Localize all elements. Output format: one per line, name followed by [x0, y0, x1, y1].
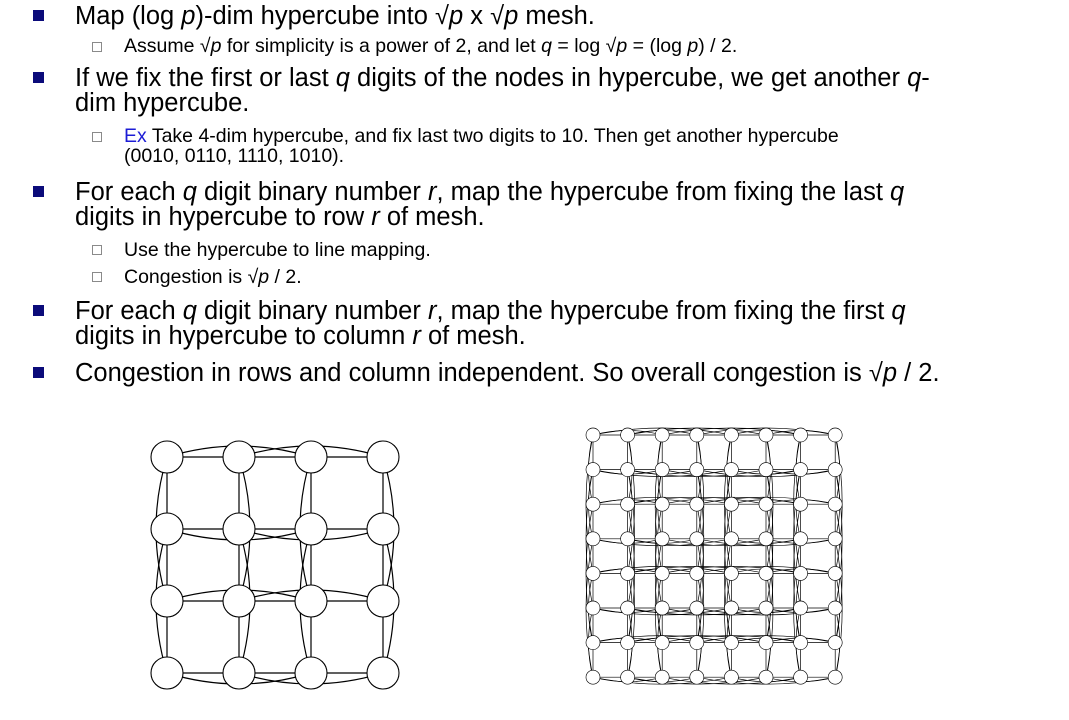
- mesh-node: [223, 657, 255, 689]
- bullet-marker: [33, 10, 44, 21]
- mesh-node: [794, 601, 808, 615]
- mesh-node: [759, 601, 773, 615]
- mesh-node: [794, 532, 808, 546]
- mesh-node: [655, 636, 669, 650]
- mesh-node: [724, 566, 738, 580]
- mesh-node: [586, 636, 600, 650]
- mesh-node: [690, 636, 704, 650]
- bullet-text-line: [75, 91, 249, 116]
- bullet-text-line: [75, 361, 940, 386]
- mesh-node: [367, 585, 399, 617]
- bullet-text-line: [124, 268, 302, 287]
- mesh-node: [621, 497, 635, 511]
- text-span: Take 4-dim hypercube, and fix last two digits to 10. Then get another hypercube: [146, 125, 839, 147]
- text-span: For each: [75, 297, 183, 325]
- mesh-node: [794, 463, 808, 477]
- mesh-node: [828, 601, 842, 615]
- mesh-node: [586, 670, 600, 684]
- text-span: p: [210, 35, 222, 57]
- bullet-text-line: [124, 241, 431, 260]
- text-span: Map (log: [75, 2, 182, 30]
- bullet-marker: [33, 367, 44, 378]
- text-span: q: [182, 178, 197, 206]
- bullet-marker: [33, 72, 44, 83]
- bullet-marker: [33, 186, 44, 197]
- text-span: of mesh.: [420, 322, 526, 350]
- mesh-node: [690, 428, 704, 442]
- mesh-node: [295, 657, 327, 689]
- mesh-node: [586, 497, 600, 511]
- mesh-node: [655, 463, 669, 477]
- mesh-node: [295, 513, 327, 545]
- small-mesh-diagram: [135, 432, 405, 697]
- mesh-node: [794, 566, 808, 580]
- text-span: = log √: [552, 35, 617, 57]
- mesh-node: [828, 636, 842, 650]
- mesh-node: [151, 441, 183, 473]
- bullet-text-line: [75, 324, 526, 349]
- text-span: ) / 2.: [698, 35, 738, 57]
- mesh-node: [828, 463, 842, 477]
- mesh-node: [690, 670, 704, 684]
- mesh-node: [655, 532, 669, 546]
- bullet-text-line: [75, 299, 906, 324]
- mesh-nodes: [151, 441, 399, 689]
- mesh-node: [586, 428, 600, 442]
- text-span: / 2.: [897, 359, 940, 387]
- text-span: p: [258, 266, 270, 288]
- mesh-node: [621, 636, 635, 650]
- text-span: p: [504, 2, 519, 30]
- bullet-text-line: [75, 180, 904, 205]
- bullet-text-line: [75, 66, 930, 91]
- mesh-node: [621, 566, 635, 580]
- mesh-node: [724, 463, 738, 477]
- bullet-marker: [92, 272, 102, 282]
- bullet-text-line: [75, 205, 485, 230]
- text-span: , map the hypercube from fixing the last: [436, 178, 891, 206]
- mesh-node: [151, 585, 183, 617]
- mesh-node: [621, 463, 635, 477]
- mesh-node: [295, 441, 327, 473]
- text-span: digits of the nodes in hypercube, we get another: [349, 64, 908, 92]
- mesh-node: [759, 636, 773, 650]
- text-span: digits in hypercube to row: [75, 203, 372, 231]
- mesh-node: [295, 585, 327, 617]
- text-span: )-dim hypercube into √: [195, 2, 450, 30]
- text-span: q: [335, 64, 350, 92]
- mesh-node: [724, 601, 738, 615]
- text-span: r: [412, 322, 421, 350]
- mesh-node: [655, 601, 669, 615]
- mesh-node: [223, 585, 255, 617]
- mesh-node: [690, 497, 704, 511]
- mesh-node: [759, 428, 773, 442]
- mesh-node: [690, 532, 704, 546]
- text-span: digit binary number: [196, 178, 428, 206]
- mesh-node: [759, 463, 773, 477]
- text-span: q: [890, 178, 905, 206]
- mesh-node: [586, 566, 600, 580]
- text-span: digits in hypercube to column: [75, 322, 413, 350]
- mesh-node: [724, 532, 738, 546]
- text-span: q: [182, 297, 197, 325]
- large-mesh-diagram: [573, 418, 858, 698]
- mesh-node: [724, 428, 738, 442]
- text-span: p: [449, 2, 464, 30]
- mesh-node: [655, 428, 669, 442]
- bullet-marker: [92, 245, 102, 255]
- mesh-node: [655, 670, 669, 684]
- mesh-node: [223, 441, 255, 473]
- text-span: for simplicity is a power of 2, and let: [221, 35, 542, 57]
- text-span: r: [427, 297, 437, 325]
- text-span: Use the hypercube to line mapping.: [124, 239, 431, 261]
- mesh-node: [621, 601, 635, 615]
- mesh-node: [828, 566, 842, 580]
- mesh-node: [724, 670, 738, 684]
- text-span: / 2.: [269, 266, 302, 288]
- text-span: r: [427, 178, 437, 206]
- bullet-marker: [92, 132, 102, 142]
- mesh-node: [655, 497, 669, 511]
- mesh-node: [690, 566, 704, 580]
- mesh-node: [367, 513, 399, 545]
- text-span: of mesh.: [379, 203, 485, 231]
- mesh-node: [367, 657, 399, 689]
- mesh-node: [828, 532, 842, 546]
- mesh-node: [367, 441, 399, 473]
- mesh-node: [621, 532, 635, 546]
- text-span: x √: [463, 2, 505, 30]
- mesh-node: [794, 636, 808, 650]
- text-span: q: [907, 64, 922, 92]
- text-span: Assume √: [124, 35, 211, 57]
- mesh-node: [828, 670, 842, 684]
- mesh-node: [586, 463, 600, 477]
- bullet-text-line: [124, 37, 737, 56]
- mesh-node: [655, 566, 669, 580]
- mesh-node: [794, 670, 808, 684]
- text-span: Congestion in rows and column independent. So overall congestion is √: [75, 359, 883, 387]
- text-span: mesh.: [518, 2, 595, 30]
- text-span: If we fix the first or last: [75, 64, 336, 92]
- mesh-node: [690, 601, 704, 615]
- mesh-node: [794, 428, 808, 442]
- mesh-node: [759, 532, 773, 546]
- mesh-node: [223, 513, 255, 545]
- text-span: Congestion is √: [124, 266, 259, 288]
- mesh-node: [151, 657, 183, 689]
- mesh-node: [828, 497, 842, 511]
- mesh-node: [828, 428, 842, 442]
- mesh-node: [759, 670, 773, 684]
- mesh-node: [759, 566, 773, 580]
- text-span: -: [921, 64, 930, 92]
- mesh-node: [724, 636, 738, 650]
- mesh-node: [586, 532, 600, 546]
- text-span: = (log: [627, 35, 688, 57]
- bullet-text-line: [75, 4, 595, 29]
- text-span: p: [181, 2, 196, 30]
- text-span: dim hypercube.: [75, 89, 250, 117]
- text-span: r: [371, 203, 380, 231]
- mesh-node: [586, 601, 600, 615]
- text-span: (0010, 0110, 1110, 1010).: [124, 145, 345, 167]
- text-span: For each: [75, 178, 183, 206]
- text-span: p: [882, 359, 898, 387]
- mesh-node: [759, 497, 773, 511]
- mesh-node: [724, 497, 738, 511]
- mesh-nodes: [586, 428, 842, 684]
- bullet-marker: [33, 305, 44, 316]
- mesh-edges: [156, 446, 394, 684]
- text-span: digit binary number: [196, 297, 428, 325]
- bullet-text-line: [124, 127, 839, 146]
- bullet-text-line: [124, 147, 344, 166]
- text-span: , map the hypercube from fixing the first: [436, 297, 892, 325]
- mesh-node: [621, 670, 635, 684]
- text-span: q: [541, 35, 552, 57]
- example-label: Ex: [124, 125, 147, 147]
- bullet-marker: [92, 42, 102, 52]
- mesh-node: [151, 513, 183, 545]
- mesh-node: [621, 428, 635, 442]
- mesh-node: [690, 463, 704, 477]
- text-span: q: [891, 297, 906, 325]
- text-span: p: [616, 35, 628, 57]
- text-span: p: [687, 35, 699, 57]
- mesh-node: [794, 497, 808, 511]
